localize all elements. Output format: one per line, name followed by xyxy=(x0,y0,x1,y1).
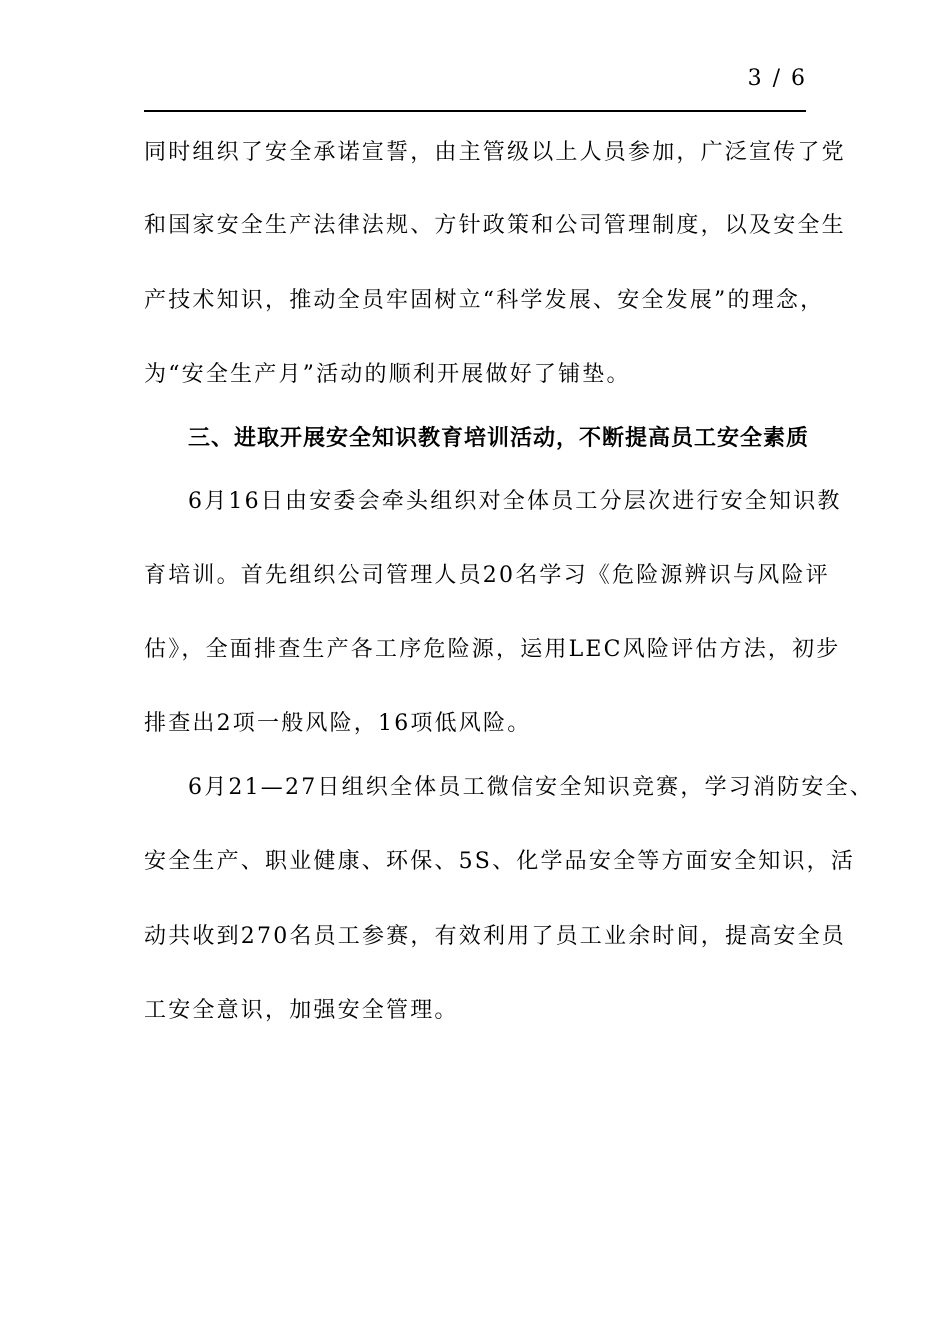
body-line: 育培训。首先组织公司管理人员20名学习《危险源辨识与风险评 xyxy=(144,563,830,588)
body-line: 为“安全生产月”活动的顺利开展做好了铺垫。 xyxy=(144,362,631,387)
header-rule xyxy=(144,110,806,112)
body-line: 工安全意识，加强安全管理。 xyxy=(144,998,459,1023)
body-line: 动共收到270名员工参赛，有效利用了员工业余时间，提高安全员 xyxy=(144,924,846,949)
body-line: 同时组织了安全承诺宣誓，由主管级以上人员参加，广泛宣传了党 xyxy=(144,140,846,165)
body-line: 6月21—27日组织全体员工微信安全知识竞赛，学习消防安全、 xyxy=(188,775,874,800)
body-line: 6月16日由安委会牵头组织对全体员工分层次进行安全知识教 xyxy=(188,489,842,514)
section-heading: 三、进取开展安全知识教育培训活动，不断提高员工安全素质 xyxy=(188,426,810,451)
body-line: 排查出2项一般风险，16项低风险。 xyxy=(144,711,532,736)
page-number: 3 / 6 xyxy=(747,66,807,91)
body-line: 估》，全面排查生产各工序危险源，运用LEC风险评估方法，初步 xyxy=(144,637,841,662)
body-line: 和国家安全生产法律法规、方针政策和公司管理制度，以及安全生 xyxy=(144,213,846,238)
body-line: 产技术知识，推动全员牢固树立“科学发展、安全发展”的理念， xyxy=(144,288,825,313)
body-line: 安全生产、职业健康、环保、5S、化学品安全等方面安全知识，活 xyxy=(144,849,856,874)
